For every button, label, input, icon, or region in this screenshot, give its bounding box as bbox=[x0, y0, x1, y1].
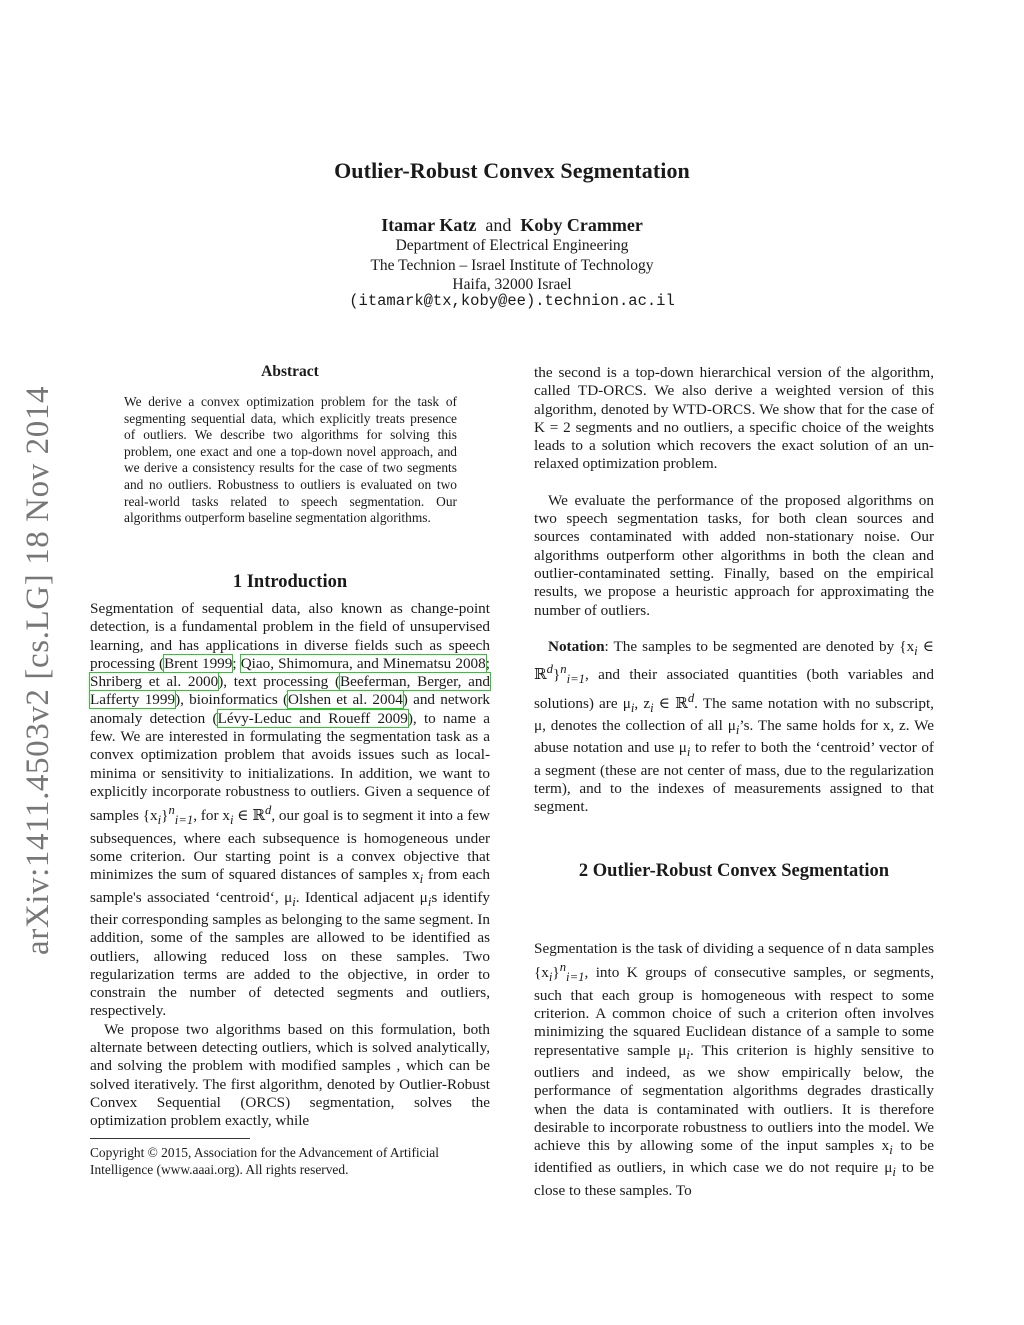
address: Haifa, 32000 Israel bbox=[452, 276, 572, 293]
intro-paragraph-2: We propose two algorithms based on this formulation, both alternate between detecting outliers, which is solved analytically, and solving the problem with modified samples , which can be solved iteratively. The first algorithm, denoted by Outlier-Robust Convex Sequential (ORCS) segmentation, solves the optimization problem exactly, while bbox=[90, 1020, 490, 1130]
department: Department of Electrical Engineering bbox=[395, 237, 629, 254]
footnote-rule bbox=[90, 1138, 250, 1139]
intro-paragraph-3: the second is a top-down hierarchical version of the algorithm, called TD-ORCS. We also derive a weighted version of this algorithm, denoted by WTD-ORCS. We show that for the case of K = 2 segments and no outliers, a specific choice of the weights leads to a solution which recovers the exact solution of an un-relaxed optimization problem. bbox=[534, 364, 934, 473]
copyright-footnote: Copyright © 2015, Association for the Advancement of Artificial Intelligence (www.aaai.org). All rights reserved. bbox=[90, 1145, 439, 1177]
citation-qiao[interactable]: Qiao, Shimomura, and Minematsu 2008 bbox=[240, 654, 486, 672]
author-email: (itamark@tx,koby@ee).technion.ac.il bbox=[349, 292, 675, 310]
citation-beeferman[interactable]: Beeferman, Berger, and Lafferty 1999 bbox=[90, 673, 491, 709]
author-line bbox=[0, 215, 1024, 236]
section-1-body bbox=[90, 600, 490, 1130]
paper-title: Outlier-Robust Convex Segmentation bbox=[334, 158, 690, 183]
arxiv-id: arXiv:1411.4503v2 [cs.LG] 18 Nov 2014 bbox=[20, 385, 56, 955]
abstract-heading: Abstract bbox=[261, 363, 319, 380]
section-2-paragraph-1: Segmentation is the task of dividing a sequence of n data samples $\{x_i\}^n_{i=1}$, into K groups of consecutive samples, or segments, such that each group is homogeneous with respect to some criterion. A common choice of such a criterion often involves minimizing the squared Euclidean distance of a sample to some representative sample $\mu_i$. This criterion is highly sensitive to outliers and indeed, as we show empirically below, the performance of segmentation algorithms degrades drastically when the data is contaminated with outliers. It is therefore desirable to incorporate robustness to outliers into the model. We achieve this by allowing some of the input samples $x_i$ to be identified as outliers, in which case we do not require $\mu_i$ to be close to these samples. To bbox=[534, 940, 935, 1199]
author-2: Koby Crammer bbox=[520, 215, 643, 235]
citation-olshen[interactable]: Olshen et al. 2004 bbox=[288, 691, 403, 709]
affiliation bbox=[0, 236, 1024, 295]
notation-label: Notation bbox=[548, 637, 605, 655]
citation-levy-leduc[interactable]: Lévy-Leduc and Roueff 2009 bbox=[217, 709, 408, 727]
abstract-text: We derive a convex optimization problem for the task of segmenting sequential data, which explicitly treats presence of outliers. We describe two algorithms for solving this problem, one exact and one a top-down novel approach, and we derive a consistency results for the case of two segments and no outliers. Robustness to outliers is evaluated on two real-world tasks related to speech segmentation. Our algorithms outperform baseline segmentation algorithms. bbox=[124, 394, 457, 526]
intro-paragraph-4: We evaluate the performance of the proposed algorithms on two speech segmentation tasks, for both clean sources and sources contaminated with added non-stationary noise. Our algorithms outperform other algorithms in both the clean and outlier-contaminated setting. Finally, based on the empirical results, we propose a heuristic approach for approximating the number of outliers. bbox=[534, 491, 934, 619]
section-2-heading: 2 Outlier-Robust Convex Segmentation bbox=[578, 861, 890, 881]
author-1: Itamar Katz bbox=[381, 215, 477, 235]
section-2-body bbox=[534, 940, 934, 1200]
author-and: and bbox=[485, 215, 512, 235]
institute: The Technion – Israel Institute of Technology bbox=[370, 256, 654, 274]
intro-paragraph-1: Segmentation of sequential data, also known as change-point detection, is a fundamental problem in the field of unsupervised learning, and has applications in diverse fields such as speech processing (Brent 1999; Qiao, Shimomura, and Minematsu 2008; Shriberg et al. 2000), text processing (Beeferman, Berger, and Lafferty 1999), bioinformatics (Olshen et al. 2004) and network anomaly detection (Lévy-Leduc and Roueff 2009), to name a few. We are interested in formulating the segmentation task as a convex optimization problem that avoids issues such as local-minima or sensitivity to initializations. In addition, we want to explicitly incorporate robustness to outliers. Given a sequence of samples $\{x_i\}^n_{i=1}$, for $x_i$ ∈ ℝ$^d$, our goal is to segment it into a few subsequences, where each subsequence is homogeneous under some criterion. Our starting point is a convex objective that minimizes the sum of squared distances of samples $x_i$ from each sample's associated ‘centroid‘, $\mu_i$. Identical adjacent $\mu_is$ identify their corresponding samples as belonging to the same segment. In addition, some of the samples are allowed to be identified as outliers, allowing reduced loss on these samples. Two regularization terms are added to the objective, in order to constrain the number of detected segments and outliers, respectively. bbox=[90, 600, 491, 1020]
notation-paragraph: Notation: The samples to be segmented are denoted by {$x_i$ ∈ ℝ$^d$}$^n_{i=1}$, and their associated quantities (both variables and solutions) are $\mu_i$, $z_i$ ∈ ℝ$^d$. The same notation with no subscript, μ, denotes the collection of all $\mu_i’s$. The same holds for x, z. We abuse notation and use $\mu_i$ to refer to both the ‘centroid’ vector of a segment (these are not center of mass, due to the regularization term), and to the indexes of measurements assigned to that segment. bbox=[534, 637, 934, 816]
arxiv-stamp bbox=[10, 355, 58, 955]
section-1-heading: 1 Introduction bbox=[232, 572, 348, 592]
citation-brent[interactable]: Brent 1999 bbox=[164, 654, 233, 672]
citation-shriberg[interactable]: Shriberg et al. 2000 bbox=[90, 673, 219, 691]
intro-continued bbox=[534, 364, 934, 817]
